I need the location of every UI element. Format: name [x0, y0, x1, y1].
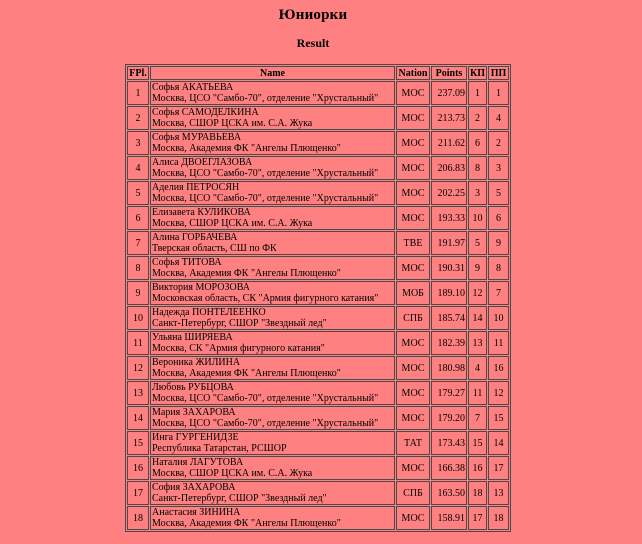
kp-cell: 1: [468, 81, 487, 105]
points-cell: 163.50: [431, 481, 467, 505]
skater-club: Москва, Академия ФК "Ангелы Плющенко": [152, 268, 341, 279]
place-cell: 8: [127, 256, 149, 280]
skater-name: Елизавета КУЛИКОВА: [152, 207, 251, 218]
table-row: [127, 81, 509, 105]
skater-name: Алиса ДВОЕГЛАЗОВА: [152, 157, 253, 168]
skater-club: Москва, ЦСО "Самбо-70", отделение "Хрустальный": [152, 193, 379, 204]
table-row: [127, 331, 509, 355]
points-cell: 237.09: [431, 81, 467, 105]
results-table: [125, 64, 511, 532]
kp-cell: 9: [468, 256, 487, 280]
skater-club: Москва, ЦСО "Самбо-70", отделение "Хрустальный": [152, 93, 379, 104]
skater-club: Москва, СШОР ЦСКА им. С.А. Жука: [152, 118, 313, 129]
name-cell: [150, 231, 395, 255]
pp-cell: 12: [488, 381, 509, 405]
skater-name: Вероника ЖИЛИНА: [152, 357, 241, 368]
nation-cell: СПБ: [396, 481, 430, 505]
place-cell: 14: [127, 406, 149, 430]
skater-club: Москва, Академия ФК "Ангелы Плющенко": [152, 143, 341, 154]
skater-club: Москва, Академия ФК "Ангелы Плющенко": [152, 518, 341, 529]
kp-cell: 5: [468, 231, 487, 255]
table-row: [127, 431, 509, 455]
skater-name: Инга ГУРГЕНИДЗЕ: [152, 432, 239, 443]
kp-cell: 2: [468, 106, 487, 130]
name-cell: [150, 181, 395, 205]
page-title: Юниорки: [278, 7, 348, 23]
kp-cell: 8: [468, 156, 487, 180]
nation-cell: МОС: [396, 256, 430, 280]
place-cell: 5: [127, 181, 149, 205]
place-cell: 2: [127, 106, 149, 130]
points-cell: 211.62: [431, 131, 467, 155]
table-row: [127, 381, 509, 405]
table-row: [127, 231, 509, 255]
skater-club: Московская область, СК "Армия фигурного катания": [152, 293, 379, 304]
place-cell: 17: [127, 481, 149, 505]
skater-name: Софья ТИТОВА: [152, 257, 222, 268]
points-cell: 180.98: [431, 356, 467, 380]
place-cell: 16: [127, 456, 149, 480]
kp-cell: 11: [468, 381, 487, 405]
skater-name: Ульяна ШИРЯЕВА: [152, 332, 233, 343]
skater-name: Аделия ПЕТРОСЯН: [152, 182, 240, 193]
pp-cell: 3: [488, 156, 509, 180]
kp-cell: 18: [468, 481, 487, 505]
skater-club: Санкт-Петербург, СШОР "Звездный лед": [152, 493, 327, 504]
kp-cell: 3: [468, 181, 487, 205]
table-row: [127, 506, 509, 530]
column-header-place: FPl.: [127, 66, 149, 80]
name-cell: [150, 506, 395, 530]
skater-club: Москва, СШОР ЦСКА им. С.А. Жука: [152, 468, 313, 479]
place-cell: 9: [127, 281, 149, 305]
skater-club: Москва, ЦСО "Самбо-70", отделение "Хрустальный": [152, 168, 379, 179]
table-row: [127, 456, 509, 480]
points-cell: 179.27: [431, 381, 467, 405]
pp-cell: 13: [488, 481, 509, 505]
skater-club: Тверская область, СШ по ФК: [152, 243, 277, 254]
points-cell: 182.39: [431, 331, 467, 355]
points-cell: 191.97: [431, 231, 467, 255]
name-cell: [150, 481, 395, 505]
place-cell: 11: [127, 331, 149, 355]
pp-cell: 10: [488, 306, 509, 330]
nation-cell: СПБ: [396, 306, 430, 330]
kp-cell: 13: [468, 331, 487, 355]
name-cell: [150, 431, 395, 455]
skater-name: Софья САМОДЕЛКИНА: [152, 107, 259, 118]
pp-cell: 18: [488, 506, 509, 530]
column-header-points: Points: [431, 66, 467, 80]
nation-cell: МОС: [396, 506, 430, 530]
skater-name: Алина ГОРБАЧЕВА: [152, 232, 238, 243]
place-cell: 7: [127, 231, 149, 255]
points-cell: 202.25: [431, 181, 467, 205]
place-cell: 18: [127, 506, 149, 530]
table-row: [127, 181, 509, 205]
points-cell: 185.74: [431, 306, 467, 330]
nation-cell: МОС: [396, 106, 430, 130]
pp-cell: 4: [488, 106, 509, 130]
name-cell: [150, 406, 395, 430]
nation-cell: МОБ: [396, 281, 430, 305]
points-cell: 189.10: [431, 281, 467, 305]
pp-cell: 14: [488, 431, 509, 455]
place-cell: 10: [127, 306, 149, 330]
skater-name: Софья МУРАВЬЕВА: [152, 132, 242, 143]
name-cell: [150, 206, 395, 230]
skater-name: Наталия ЛАГУТОВА: [152, 457, 244, 468]
points-cell: 193.33: [431, 206, 467, 230]
pp-cell: 15: [488, 406, 509, 430]
results-body: [127, 81, 509, 530]
nation-cell: МОС: [396, 406, 430, 430]
table-row: [127, 256, 509, 280]
pp-cell: 7: [488, 281, 509, 305]
skater-club: Республика Татарстан, РСШОР: [152, 443, 287, 454]
kp-cell: 14: [468, 306, 487, 330]
name-cell: [150, 331, 395, 355]
kp-cell: 16: [468, 456, 487, 480]
kp-cell: 6: [468, 131, 487, 155]
points-cell: 206.83: [431, 156, 467, 180]
points-cell: 213.73: [431, 106, 467, 130]
nation-cell: МОС: [396, 81, 430, 105]
name-cell: [150, 156, 395, 180]
kp-cell: 4: [468, 356, 487, 380]
name-cell: [150, 106, 395, 130]
kp-cell: 7: [468, 406, 487, 430]
kp-cell: 17: [468, 506, 487, 530]
nation-cell: МОС: [396, 331, 430, 355]
points-cell: 158.91: [431, 506, 467, 530]
nation-cell: МОС: [396, 181, 430, 205]
name-cell: [150, 81, 395, 105]
skater-name: София ЗАХАРОВА: [152, 482, 236, 493]
place-cell: 12: [127, 356, 149, 380]
pp-cell: 16: [488, 356, 509, 380]
pp-cell: 5: [488, 181, 509, 205]
name-cell: [150, 256, 395, 280]
points-cell: 173.43: [431, 431, 467, 455]
name-cell: [150, 381, 395, 405]
nation-cell: МОС: [396, 206, 430, 230]
name-cell: [150, 356, 395, 380]
skater-name: Мария ЗАХАРОВА: [152, 407, 236, 418]
kp-cell: 10: [468, 206, 487, 230]
name-cell: [150, 306, 395, 330]
pp-cell: 11: [488, 331, 509, 355]
table-row: [127, 131, 509, 155]
pp-cell: 2: [488, 131, 509, 155]
kp-cell: 15: [468, 431, 487, 455]
pp-cell: 17: [488, 456, 509, 480]
nation-cell: ТАТ: [396, 431, 430, 455]
skater-name: Анастасия ЗИНИНА: [152, 507, 241, 518]
nation-cell: МОС: [396, 456, 430, 480]
place-cell: 3: [127, 131, 149, 155]
place-cell: 13: [127, 381, 149, 405]
table-header-row: [127, 66, 509, 80]
column-header-kp: КП: [470, 67, 486, 79]
table-row: [127, 206, 509, 230]
table-row: [127, 406, 509, 430]
skater-club: Москва, СК "Армия фигурного катания": [152, 343, 325, 354]
pp-cell: 1: [488, 81, 509, 105]
column-header-nation: Nation: [396, 66, 430, 80]
name-cell: [150, 281, 395, 305]
table-row: [127, 356, 509, 380]
points-cell: 166.38: [431, 456, 467, 480]
place-cell: 6: [127, 206, 149, 230]
skater-name: Софья АКАТЬЕВА: [152, 82, 234, 93]
place-cell: 1: [127, 81, 149, 105]
nation-cell: МОС: [396, 381, 430, 405]
name-cell: [150, 456, 395, 480]
nation-cell: МОС: [396, 356, 430, 380]
skater-club: Москва, СШОР ЦСКА им. С.А. Жука: [152, 218, 313, 229]
nation-cell: ТВЕ: [396, 231, 430, 255]
table-row: [127, 481, 509, 505]
pp-cell: 9: [488, 231, 509, 255]
skater-club: Москва, ЦСО "Самбо-70", отделение "Хрустальный": [152, 393, 379, 404]
skater-club: Москва, ЦСО "Самбо-70", отделение "Хрустальный": [152, 418, 379, 429]
kp-cell: 12: [468, 281, 487, 305]
page-subtitle: Result: [296, 36, 330, 50]
skater-name: Любовь РУБЦОВА: [152, 382, 234, 393]
column-header-name: Name: [150, 66, 395, 80]
points-cell: 179.20: [431, 406, 467, 430]
skater-name: Надежда ПОНТЕЛЕЕНКО: [152, 307, 266, 318]
pp-cell: 6: [488, 206, 509, 230]
table-row: [127, 281, 509, 305]
pp-cell: 8: [488, 256, 509, 280]
table-row: [127, 156, 509, 180]
skater-club: Москва, Академия ФК "Ангелы Плющенко": [152, 368, 341, 379]
nation-cell: МОС: [396, 156, 430, 180]
place-cell: 15: [127, 431, 149, 455]
name-cell: [150, 131, 395, 155]
nation-cell: МОС: [396, 131, 430, 155]
table-row: [127, 106, 509, 130]
column-header-pp: ПП: [488, 66, 509, 80]
points-cell: 190.31: [431, 256, 467, 280]
table-row: [127, 306, 509, 330]
skater-club: Санкт-Петербург, СШОР "Звездный лед": [152, 318, 327, 329]
skater-name: Виктория МОРОЗОВА: [152, 282, 250, 293]
place-cell: 4: [127, 156, 149, 180]
